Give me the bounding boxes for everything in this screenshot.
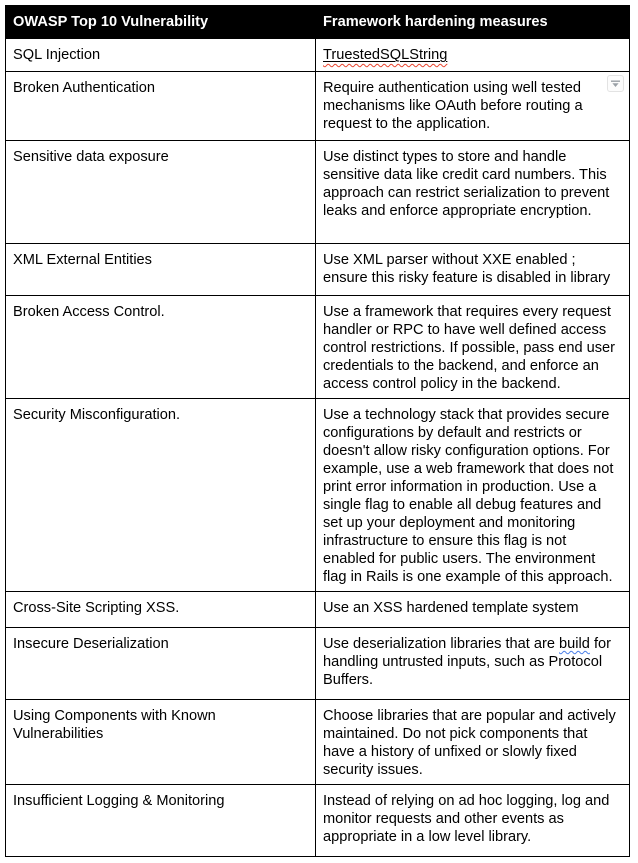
vulnerability-cell[interactable]: Using Components with Known Vulnerabilities bbox=[6, 700, 316, 785]
underline-text bbox=[323, 47, 447, 63]
table-row bbox=[6, 628, 630, 700]
collapsed-annotation-button[interactable] bbox=[607, 75, 624, 92]
spell-error-text: TruestedSQLString bbox=[323, 47, 448, 63]
document-page bbox=[0, 5, 638, 863]
table-body bbox=[6, 39, 630, 857]
collapse-triangle-icon bbox=[611, 80, 620, 88]
vulnerability-cell[interactable]: XML External Entities bbox=[6, 244, 316, 296]
table-row bbox=[6, 592, 630, 628]
column-header-measures[interactable]: Framework hardening measures bbox=[316, 6, 630, 39]
vulnerability-table bbox=[5, 5, 630, 857]
vulnerability-cell[interactable]: Broken Authentication bbox=[6, 72, 316, 141]
table-row bbox=[6, 72, 630, 141]
measure-cell[interactable]: Use distinct types to store and handle sensitive data like credit card numbers. This approach can restrict serialization to prevent leaks and enforce appropriate encryption. bbox=[316, 141, 630, 244]
column-header-vulnerability[interactable]: OWASP Top 10 Vulnerability bbox=[6, 6, 316, 39]
table-row bbox=[6, 785, 630, 857]
table-row bbox=[6, 700, 630, 785]
measure-cell[interactable]: Choose libraries that are popular and actively maintained. Do not pick components that have a history of unfixed or slowly fixed security issues. bbox=[316, 700, 630, 785]
measure-cell[interactable] bbox=[316, 39, 630, 72]
table-header-row bbox=[6, 6, 630, 39]
vulnerability-cell[interactable]: Insecure Deserialization bbox=[6, 628, 316, 700]
vulnerability-cell[interactable]: Security Misconfiguration. bbox=[6, 399, 316, 592]
table-row bbox=[6, 141, 630, 244]
measure-cell[interactable]: Use XML parser without XXE enabled ; ensure this risky feature is disabled in library bbox=[316, 244, 630, 296]
table-row bbox=[6, 244, 630, 296]
vulnerability-cell[interactable]: Cross-Site Scripting XSS. bbox=[6, 592, 316, 628]
table-row bbox=[6, 399, 630, 592]
measure-cell[interactable]: Require authentication using well tested mechanisms like OAuth before routing a request to the application. bbox=[316, 72, 630, 141]
vulnerability-cell[interactable]: SQL Injection bbox=[6, 39, 316, 72]
measure-cell[interactable]: Instead of relying on ad hoc logging, log and monitor requests and other events as appropriate in a low level library. bbox=[316, 785, 630, 857]
table-row bbox=[6, 39, 630, 72]
measure-cell[interactable]: Use a technology stack that provides secure configurations by default and restricts or doesn't allow risky configuration options. For example, use a web framework that does not print error information in production. Use a single flag to enable all debug features and set up your deployment and monitoring infrastructure to ensure this flag is not enabled for public users. The environment flag in Rails is one example of this approach. bbox=[316, 399, 630, 592]
table-row bbox=[6, 296, 630, 399]
measure-cell[interactable]: Use deserialization libraries that are build for handling untrusted inputs, such as Protocol Buffers. bbox=[316, 628, 630, 700]
measure-cell[interactable]: Use an XSS hardened template system bbox=[316, 592, 630, 628]
vulnerability-cell[interactable]: Sensitive data exposure bbox=[6, 141, 316, 244]
grammar-error-text: build bbox=[559, 636, 590, 652]
vulnerability-cell[interactable]: Insufficient Logging & Monitoring bbox=[6, 785, 316, 857]
vulnerability-cell[interactable]: Broken Access Control. bbox=[6, 296, 316, 399]
measure-cell[interactable]: Use a framework that requires every request handler or RPC to have well defined access control restrictions. If possible, pass end user credentials to the backend, and enforce an access control policy in the backend. bbox=[316, 296, 630, 399]
